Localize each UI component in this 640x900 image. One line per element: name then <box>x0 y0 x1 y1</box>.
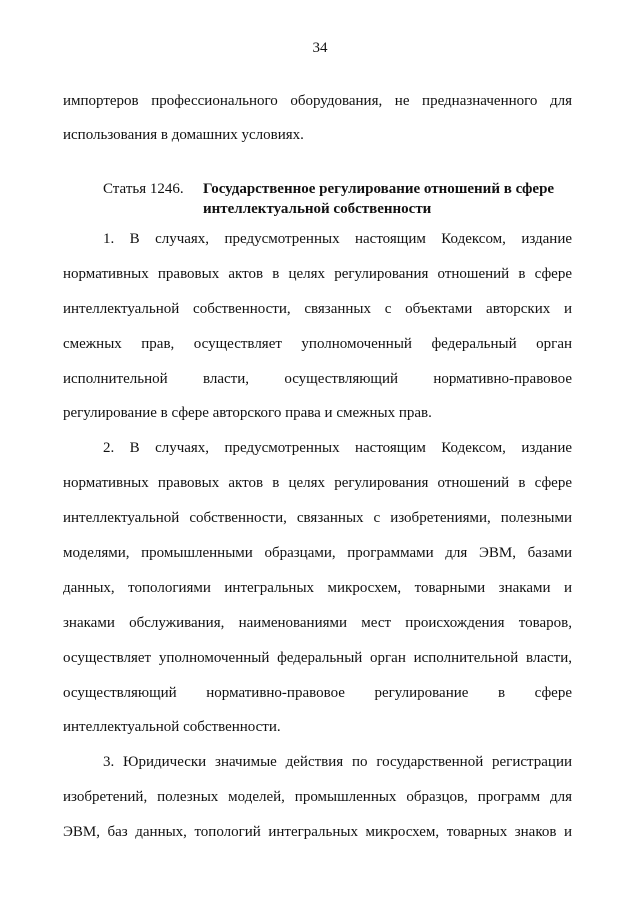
paragraph-line: ЭВМ, баз данных, топологий интегральных микросхем, товарных знаков и <box>63 824 572 840</box>
paragraph-line: 3. Юридически значимые действия по государственной регистрации <box>103 754 572 770</box>
article-title-line: Государственное регулирование отношений в сфере <box>203 181 555 197</box>
paragraph-line: моделями, промышленными образцами, программами для ЭВМ, базами <box>63 545 572 561</box>
paragraph-line: 1. В случаях, предусмотренных настоящим Кодексом, издание <box>103 231 572 247</box>
paragraph-line: интеллектуальной собственности, связанных с объектами авторских и <box>63 301 572 317</box>
paragraph-line: осуществляющий нормативно-правовое регулирование в сфере <box>63 685 572 701</box>
page-number: 34 <box>312 40 328 56</box>
paragraph-line: осуществляет уполномоченный федеральный орган исполнительной власти, <box>63 650 572 666</box>
intro-line: использования в домашних условиях. <box>63 127 304 143</box>
paragraph-line: данных, топологиями интегральных микросхем, товарными знаками и <box>63 580 572 596</box>
paragraph-line: смежных прав, осуществляет уполномоченный федеральный орган <box>63 336 572 352</box>
paragraph-line: нормативных правовых актов в целях регулирования отношений в сфере <box>63 475 572 491</box>
article-title-line: интеллектуальной собственности <box>203 201 432 217</box>
paragraph-line: знаками обслуживания, наименованиями мест происхождения товаров, <box>63 615 572 631</box>
paragraph-line: регулирование в сфере авторского права и смежных прав. <box>63 405 432 421</box>
paragraph-line: исполнительной власти, осуществляющий нормативно-правовое <box>63 371 572 387</box>
paragraph-line: 2. В случаях, предусмотренных настоящим Кодексом, издание <box>103 440 572 456</box>
intro-line: импортеров профессионального оборудования, не предназначенного для <box>63 93 572 109</box>
paragraph-line: интеллектуальной собственности. <box>63 719 281 735</box>
article-title <box>203 179 583 219</box>
paragraph-line: изобретений, полезных моделей, промышленных образцов, программ для <box>63 789 572 805</box>
paragraph-line: нормативных правовых актов в целях регулирования отношений в сфере <box>63 266 572 282</box>
article-label: Статья 1246. <box>103 181 184 197</box>
paragraph-line: интеллектуальной собственности, связанных с изобретениями, полезными <box>63 510 572 526</box>
